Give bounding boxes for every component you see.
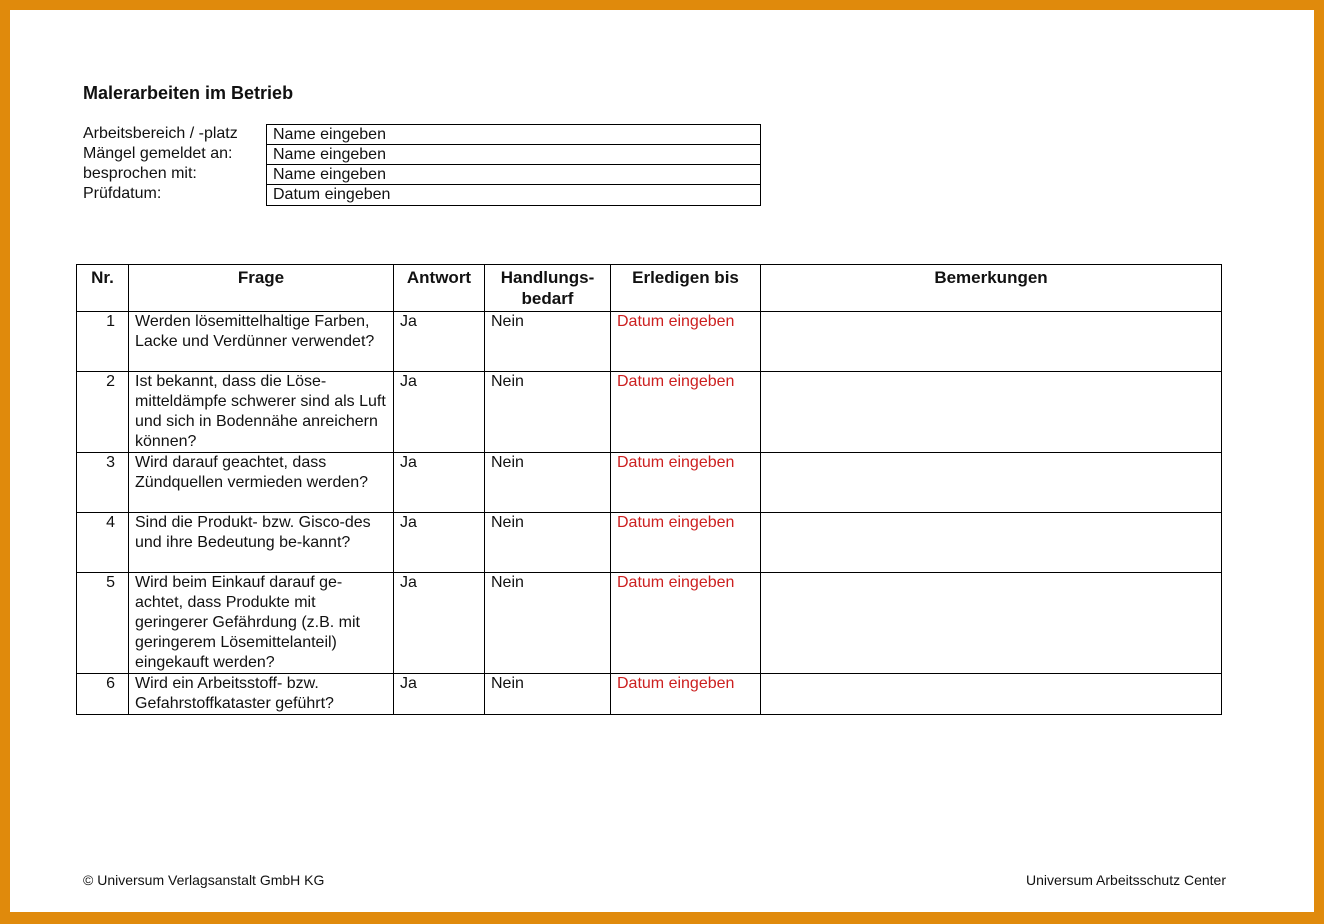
row-nr: 6 — [77, 674, 129, 715]
info-labels — [83, 124, 238, 204]
row-bemerkungen[interactable] — [761, 674, 1222, 715]
header-handlungsbedarf-line2: bedarf — [521, 289, 574, 308]
besprochen-field[interactable]: Name eingeben — [267, 165, 760, 185]
header-antwort: Antwort — [394, 265, 485, 312]
row-antwort[interactable]: Ja — [394, 453, 485, 513]
table-row — [77, 674, 1222, 715]
info-label-maengel: Mängel gemeldet an: — [83, 145, 233, 162]
info-label-arbeitsbereich: Arbeitsbereich / -platz — [83, 125, 238, 142]
document-title: Malerarbeiten im Betrieb — [83, 83, 294, 103]
row-antwort[interactable]: Ja — [394, 513, 485, 573]
row-frage: Wird ein Arbeitsstoff- bzw. Gefahrstoffkataster geführt? — [129, 674, 394, 715]
row-erledigen-date[interactable]: Datum eingeben — [611, 674, 761, 715]
row-antwort[interactable]: Ja — [394, 674, 485, 715]
maengel-field[interactable]: Name eingeben — [267, 145, 760, 165]
row-erledigen-date[interactable]: Datum eingeben — [611, 312, 761, 372]
row-frage: Sind die Produkt- bzw. Gisco-des und ihre Bedeutung be-kannt? — [129, 513, 394, 573]
table-header-row — [77, 265, 1222, 312]
row-bemerkungen[interactable] — [761, 513, 1222, 573]
row-antwort[interactable]: Ja — [394, 372, 485, 453]
info-label-besprochen: besprochen mit: — [83, 165, 197, 182]
row-handlungsbedarf[interactable]: Nein — [485, 312, 611, 372]
row-bemerkungen[interactable] — [761, 573, 1222, 674]
row-handlungsbedarf[interactable]: Nein — [485, 513, 611, 573]
footer-organization: Universum Arbeitsschutz Center — [1026, 872, 1226, 888]
row-nr: 5 — [77, 573, 129, 674]
row-handlungsbedarf[interactable]: Nein — [485, 573, 611, 674]
table-row — [77, 513, 1222, 573]
row-frage: Wird darauf geachtet, dass Zündquellen vermieden werden? — [129, 453, 394, 513]
row-nr: 1 — [77, 312, 129, 372]
row-antwort[interactable]: Ja — [394, 573, 485, 674]
row-nr: 4 — [77, 513, 129, 573]
row-handlungsbedarf[interactable]: Nein — [485, 372, 611, 453]
row-antwort[interactable]: Ja — [394, 312, 485, 372]
header-erledigen: Erledigen bis — [611, 265, 761, 312]
header-handlungsbedarf-line1: Handlungs- — [500, 268, 595, 287]
row-handlungsbedarf[interactable]: Nein — [485, 674, 611, 715]
header-nr: Nr. — [77, 265, 129, 312]
row-erledigen-date[interactable]: Datum eingeben — [611, 453, 761, 513]
row-bemerkungen[interactable] — [761, 312, 1222, 372]
footer-copyright: © Universum Verlagsanstalt GmbH KG — [83, 872, 325, 888]
header-handlungsbedarf — [485, 265, 611, 312]
row-erledigen-date[interactable]: Datum eingeben — [611, 573, 761, 674]
header-bemerkungen: Bemerkungen — [761, 265, 1222, 312]
row-frage: Wird beim Einkauf darauf ge-achtet, dass Produkte mit geringerer Gefährdung (z.B. mit geringerem Lösemittelanteil) eingekauft werden? — [129, 573, 394, 674]
row-erledigen-date[interactable]: Datum eingeben — [611, 372, 761, 453]
row-handlungsbedarf[interactable]: Nein — [485, 453, 611, 513]
row-frage: Werden lösemittelhaltige Farben, Lacke und Verdünner verwendet? — [129, 312, 394, 372]
info-fields — [266, 124, 761, 206]
table-row — [77, 573, 1222, 674]
row-nr: 2 — [77, 372, 129, 453]
pruefdatum-field[interactable]: Datum eingeben — [273, 186, 391, 203]
table-row — [77, 312, 1222, 372]
info-label-pruefdatum: Prüfdatum: — [83, 185, 162, 202]
row-erledigen-date[interactable]: Datum eingeben — [611, 513, 761, 573]
table-row — [77, 372, 1222, 453]
row-nr: 3 — [77, 453, 129, 513]
table-row — [77, 453, 1222, 513]
row-frage: Ist bekannt, dass die Löse-mitteldämpfe schwerer sind als Luft und sich in Bodennähe anreichern können? — [129, 372, 394, 453]
row-bemerkungen[interactable] — [761, 372, 1222, 453]
checklist-table — [76, 264, 1222, 715]
arbeitsbereich-field[interactable]: Name eingeben — [267, 125, 760, 145]
header-frage: Frage — [129, 265, 394, 312]
row-bemerkungen[interactable] — [761, 453, 1222, 513]
